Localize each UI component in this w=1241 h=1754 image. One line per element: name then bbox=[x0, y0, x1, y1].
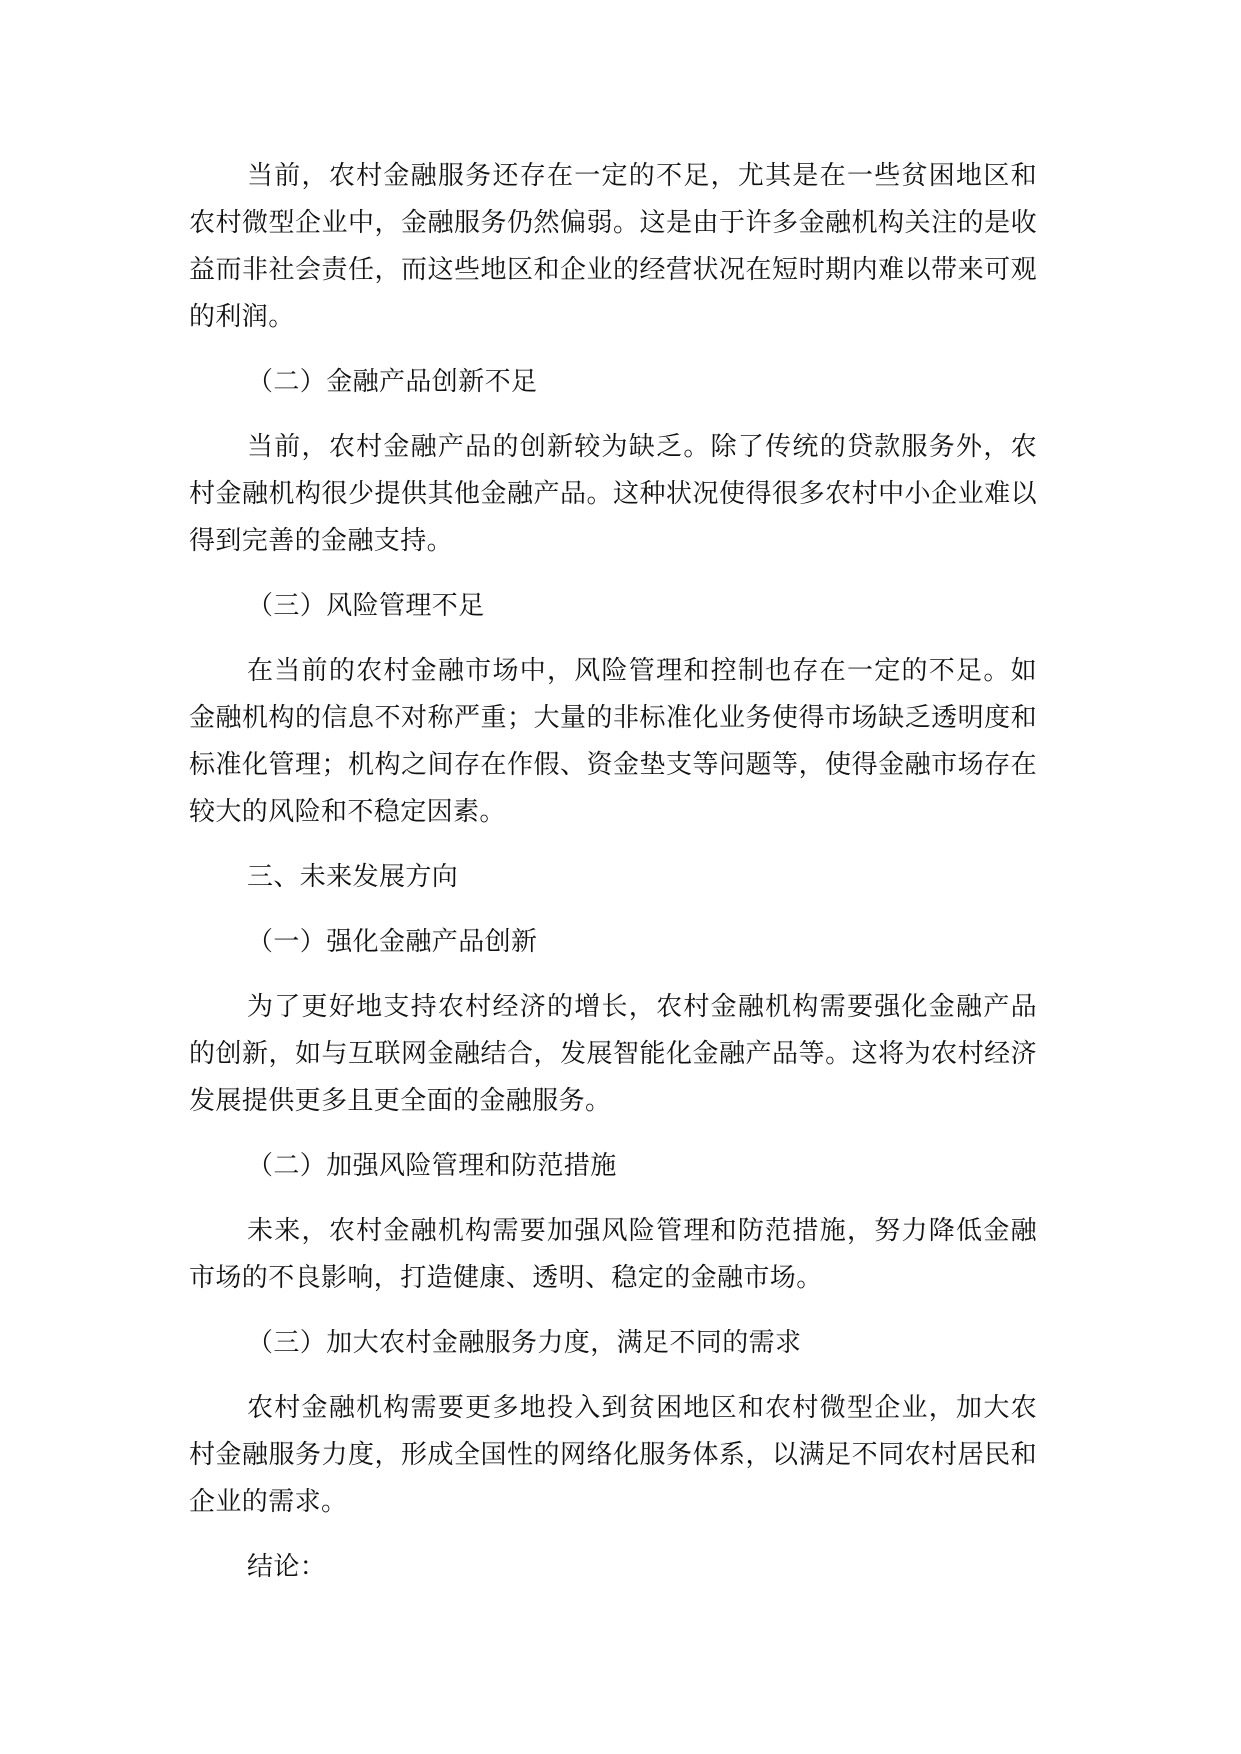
paragraph-risk-prevention: 未来，农村金融机构需要加强风险管理和防范措施，努力降低金融市场的不良影响，打造健康、透明、稳定的金融市场。 bbox=[189, 1216, 1037, 1293]
paragraph-strengthen-innovation: 为了更好地支持农村经济的增长，农村金融机构需要强化金融产品的创新，如与互联网金融结合，发展智能化金融产品等。这将为农村经济发展提供更多且更全面的金融服务。 bbox=[189, 992, 1037, 1116]
heading-conclusion: 结论： bbox=[247, 1552, 327, 1582]
heading-risk-management-shortfall: （三）风险管理不足 bbox=[247, 591, 485, 621]
heading-future-directions: 三、未来发展方向 bbox=[247, 862, 459, 892]
heading-strengthen-innovation: （一）强化金融产品创新 bbox=[247, 927, 538, 957]
paragraph-expand-services: 农村金融机构需要更多地投入到贫困地区和农村微型企业，加大农村金融服务力度，形成全国性的网络化服务体系，以满足不同农村居民和企业的需求。 bbox=[189, 1393, 1037, 1517]
heading-expand-services: （三）加大农村金融服务力度，满足不同的需求 bbox=[247, 1328, 802, 1358]
paragraph-risk-management: 在当前的农村金融市场中，风险管理和控制也存在一定的不足。如金融机构的信息不对称严重；大量的非标准化业务使得市场缺乏透明度和标准化管理；机构之间存在作假、资金垫支等问题等，使得金融市场存在较大的风险和不稳定因素。 bbox=[189, 656, 1037, 827]
heading-risk-prevention: （二）加强风险管理和防范措施 bbox=[247, 1151, 617, 1181]
paragraph-rural-finance-shortfall: 当前，农村金融服务还存在一定的不足，尤其是在一些贫困地区和农村微型企业中，金融服务仍然偏弱。这是由于许多金融机构关注的是收益而非社会责任，而这些地区和企业的经营状况在短时期内难以带来可观的利润。 bbox=[189, 161, 1037, 332]
paragraph-product-innovation: 当前，农村金融产品的创新较为缺乏。除了传统的贷款服务外，农村金融机构很少提供其他金融产品。这种状况使得很多农村中小企业难以得到完善的金融支持。 bbox=[189, 432, 1037, 556]
heading-product-innovation-shortfall: （二）金融产品创新不足 bbox=[247, 367, 538, 397]
document-body bbox=[189, 153, 1037, 1609]
